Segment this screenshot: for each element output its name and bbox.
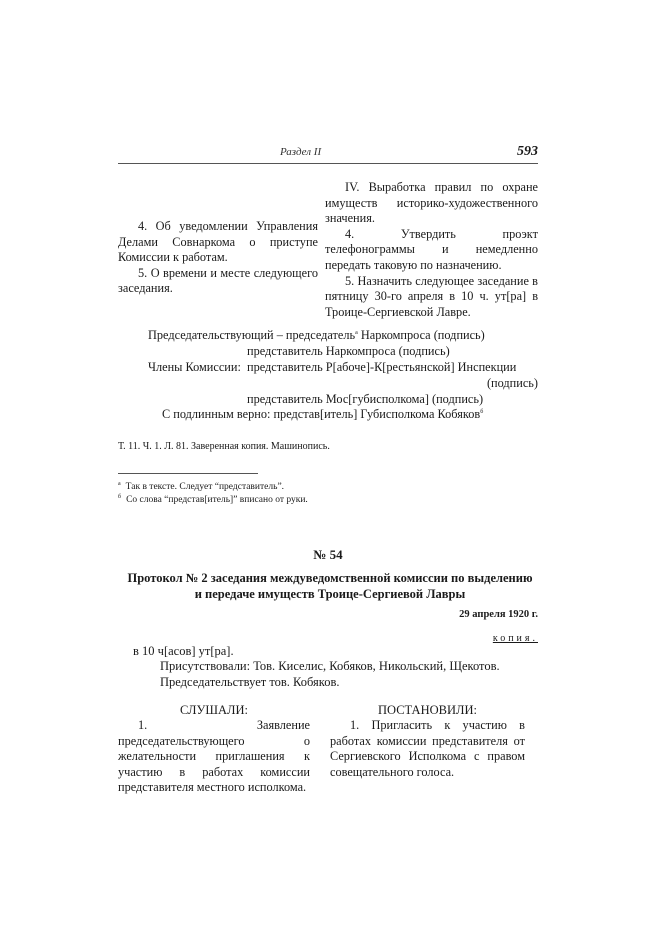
resolution-item-5: 5. Назначить следующее заседание в пятницу 30-го апреля в 10 ч. ут[ра] в Троице-Сергиевской Лавре. [325, 273, 538, 319]
archival-reference: Т. 11. Ч. 1. Л. 81. Заверенная копия. Машинопись. [118, 441, 330, 452]
resolution-item-4: 4. Утвердить проэкт телефонограммы и немедленно передать таковую по назначению. [325, 226, 538, 272]
signature-chair-rest: Наркомпроса (подпись) [357, 328, 485, 342]
document-title [110, 570, 550, 602]
document-date: 29 апреля 1920 г. [459, 609, 538, 620]
resolved-heading: ПОСТАНОВИЛИ: [378, 703, 477, 717]
agenda-item-5: 5. О времени и месте следующего заседания. [118, 265, 318, 296]
chairperson: Председательствует тов. Кобяков. [160, 675, 340, 689]
footnote-b [118, 491, 308, 507]
resolved-column [330, 703, 525, 780]
members-label: Члены Комиссии: [148, 360, 241, 374]
signature-narkompros: представитель Наркомпроса (подпись) [247, 344, 450, 358]
prev-doc-right-column [325, 180, 538, 320]
signature-chair [148, 328, 485, 344]
signature-rki: представитель Р[абоче]-К[рестьянской] Инспекции [247, 360, 517, 374]
prev-doc-left-column [118, 219, 318, 297]
resolved-item-1: 1. Пригласить к участию в работах комиссии представителя от Сергиевского Исполкома с правом совещательного голоса. [330, 718, 525, 779]
signature-rki-cont: (подпись) [486, 376, 538, 390]
certified-copy-line [162, 407, 483, 423]
running-header-title: Раздел II [280, 146, 322, 158]
heard-item-1: 1. Заявление председательствующего о желательности приглашения к участию в работах комиссии представителя местного исполкома. [118, 718, 310, 795]
footnote-rule [118, 473, 258, 474]
heard-heading: СЛУШАЛИ: [180, 703, 248, 717]
footnote-b-mark: б [118, 494, 122, 500]
attendees: Присутствовали: Тов. Киселис, Кобяков, Никольский, Щекотов. [160, 659, 500, 673]
page-number: 593 [517, 144, 538, 159]
footnote-b-text: Со слова “представ[итель]” вписано от руки. [126, 495, 308, 506]
document-title-line1: Протокол № 2 заседания междуведомственной комиссии по выделению [127, 571, 533, 585]
footnote-marker-b: б [480, 408, 484, 415]
meeting-time: в 10 ч[асов] ут[ра]. [133, 644, 234, 658]
header-rule [118, 163, 538, 164]
footnote-marker-a: а [355, 329, 358, 336]
footnote-a-mark: а [118, 481, 121, 487]
agenda-item-4: 4. Об уведомлении Управления Делами Совнаркома о приступе Комиссии к работам. [118, 219, 318, 265]
copy-mark: копия. [492, 633, 538, 644]
heard-column [118, 703, 310, 796]
certified-copy-text: С подлинным верно: представ[итель] Губисполкома Кобяков [162, 407, 481, 421]
document-title-line2: и передаче имуществ Троице-Сергиевой Лавры [194, 587, 466, 601]
footnote-a-text: Так в тексте. Следует “представитель”. [125, 482, 285, 493]
resolution-item-iv: IV. Выработка правил по охране имуществ историко-художественного значения. [325, 180, 538, 226]
signature-chair-label: Председательствующий – председатель [148, 328, 356, 342]
signature-mosgub: представитель Мос[губисполкома] (подпись) [247, 392, 484, 406]
document-number: № 54 [313, 547, 343, 562]
